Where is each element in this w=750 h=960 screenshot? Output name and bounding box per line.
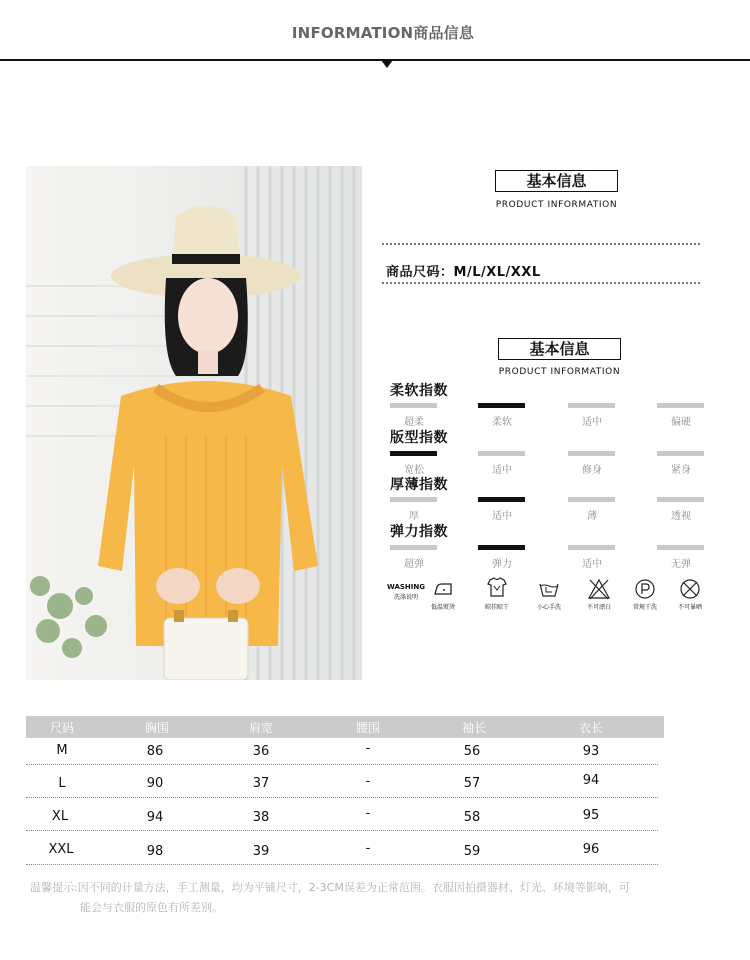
header-arrow-icon: [381, 60, 393, 68]
indices-subtitle: PRODUCT INFORMATION: [498, 367, 621, 377]
table-row-divider: [26, 797, 658, 798]
elasticity-option: 超弹: [404, 559, 424, 570]
size-label: 商品尺码：: [386, 265, 454, 280]
fit-bar-3: [568, 451, 615, 456]
softness-bar-3: [568, 403, 615, 408]
hand-wash-icon: [538, 578, 560, 600]
table-cell: L: [58, 776, 66, 791]
elasticity-bar-4: [657, 545, 704, 550]
table-cell: XL: [51, 809, 69, 824]
notice-text: 温馨提示:因不同的计量方法，手工测量，均为平铺尺寸，2-3CM误差为正常范围。衣服因拍摄器材、灯光、环境等影响，可: [30, 881, 630, 894]
care-label: 不可暴晒: [677, 604, 702, 611]
thickness-option: 薄: [587, 511, 597, 522]
elasticity-option: 弹力: [492, 559, 512, 570]
page-title: INFORMATION商品信息: [291, 24, 475, 42]
thickness-option: 厚: [409, 511, 419, 522]
table-cell: 58: [463, 810, 481, 825]
product-photo: [26, 166, 362, 680]
iron-low-icon: [432, 578, 454, 600]
table-cell: 95: [582, 808, 600, 823]
no-bleach-icon: [588, 578, 610, 600]
table-cell: 96: [582, 842, 600, 857]
fit-option: 宽松: [404, 465, 424, 476]
washing-subtitle: 洗涤说明: [393, 594, 418, 601]
softness-option: 偏硬: [671, 417, 691, 428]
table-cell: 86: [146, 744, 164, 759]
elasticity-option: 无弹: [671, 559, 691, 570]
table-cell: 38: [252, 810, 270, 825]
table-cell: 94: [146, 810, 164, 825]
thickness-bar-1: [390, 497, 437, 502]
softness-option: 超柔: [404, 417, 424, 428]
care-label: 低温熨烫: [430, 604, 455, 611]
table-cell: -: [365, 841, 371, 856]
table-row-divider: [26, 764, 658, 765]
washing-title: WASHING: [387, 583, 425, 591]
dry-clean-icon: [634, 578, 656, 600]
fit-bar-4: [657, 451, 704, 456]
model-illustration: [26, 166, 362, 680]
care-label: 小心手洗: [536, 604, 561, 611]
thickness-bar-2: [478, 497, 525, 502]
dotted-divider: [382, 243, 700, 245]
thickness-bar-4: [657, 497, 704, 502]
table-row-divider: [26, 830, 658, 831]
elasticity-index-title: 弹力指数: [390, 524, 448, 540]
table-cell: 57: [463, 776, 481, 791]
table-cell: M: [56, 743, 68, 758]
indices-title-box: 基本信息: [498, 338, 621, 360]
softness-bar-4: [657, 403, 704, 408]
softness-option: 适中: [582, 417, 602, 428]
softness-bar-2: [478, 403, 525, 408]
table-cell: XXL: [48, 842, 74, 857]
thickness-option: 透视: [671, 511, 691, 522]
care-label: 常规干洗: [632, 604, 657, 611]
table-header-cell: 胸围: [144, 721, 169, 735]
fit-option: 紧身: [671, 465, 691, 476]
table-cell: -: [365, 741, 371, 756]
care-label: 晾挂晾干: [484, 604, 509, 611]
fit-index-title: 版型指数: [390, 430, 448, 446]
table-cell: 39: [252, 844, 270, 859]
dotted-divider: [382, 282, 700, 284]
table-header-cell: 尺码: [49, 721, 74, 735]
fit-bar-2: [478, 451, 525, 456]
no-tumble-dry-icon: [679, 578, 701, 600]
table-cell: 94: [582, 773, 600, 788]
fit-option: 修身: [582, 465, 602, 476]
basic-info-subtitle: PRODUCT INFORMATION: [495, 200, 618, 210]
size-value: M/L/XL/XXL: [453, 265, 541, 280]
header-divider: [0, 59, 750, 61]
thickness-index-title: 厚薄指数: [390, 477, 448, 493]
table-cell: 59: [463, 844, 481, 859]
table-cell: 93: [582, 744, 600, 759]
table-row-divider: [26, 864, 658, 865]
table-cell: -: [365, 806, 371, 821]
thickness-bar-3: [568, 497, 615, 502]
fit-bar-1: [390, 451, 437, 456]
table-header-cell: 衣长: [578, 721, 603, 735]
care-label: 不可漂白: [586, 604, 611, 611]
table-cell: 56: [463, 744, 481, 759]
softness-bar-1: [390, 403, 437, 408]
size-info: [386, 261, 541, 280]
hang-dry-icon: [486, 576, 508, 598]
fit-option: 适中: [492, 465, 512, 476]
table-cell: 98: [146, 844, 164, 859]
table-cell: 37: [252, 776, 270, 791]
elasticity-bar-1: [390, 545, 437, 550]
softness-option: 柔软: [492, 417, 512, 428]
table-cell: 90: [146, 776, 164, 791]
table-header-cell: 腰围: [355, 721, 380, 735]
table-cell: -: [365, 774, 371, 789]
basic-info-title-box: 基本信息: [495, 170, 618, 192]
elasticity-bar-2: [478, 545, 525, 550]
table-cell: 36: [252, 744, 270, 759]
elasticity-option: 适中: [582, 559, 602, 570]
table-header-cell: 袖长: [461, 721, 486, 735]
elasticity-bar-3: [568, 545, 615, 550]
notice-text-continued: 能会与衣服的原色有所差别。: [80, 901, 223, 914]
table-header-cell: 肩宽: [248, 721, 273, 735]
thickness-option: 适中: [492, 511, 512, 522]
softness-index-title: 柔软指数: [390, 383, 448, 399]
